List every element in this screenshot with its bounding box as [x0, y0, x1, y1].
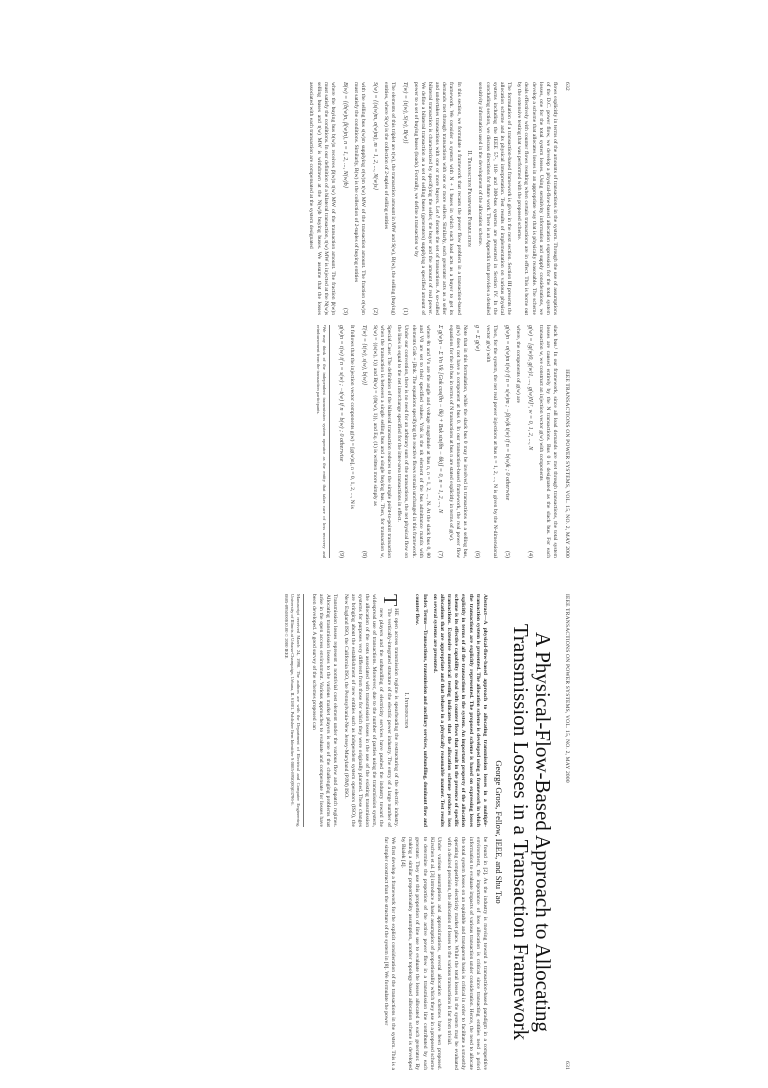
footnote: ¹We may think of the independent transmission system operator as the entity that takes care of loss recovery and reimbursement from the transaction participants.	[316, 325, 330, 558]
equation	[340, 82, 348, 315]
paragraph: Special Case: The definition of the bilateral transaction reduces to the simple point-to-point transaction when the transaction is between a single selling bus and a single buying bus. Then, for transaction w, S(w) = {(s(w), 1)} and B(w) = {(b(w), 1)}, and Eq. (1) is written more simply as	[371, 325, 393, 558]
equation-body: g(w)n = t(w) if n = s(w) ; −t(w) if n = b(w) ; 0 otherwise	[337, 325, 344, 462]
paragraph: Note that in this formulation, while the slack bus 0 may be involved in transactions as a selling bus, g(w) does not have a component at bus 0. In our transaction-based framework, the real power flow equations for the ith bus in terms of N transactions at bus n are stated explicitly in terms of g(w).	[447, 325, 469, 558]
paragraph: In this section, we formulate a framework that recasts the power flow problem in a transaction-based framework. We consider a system with N + 1 buses in which each load acts as a buyer to get its demands met through transactions with one or more sellers. Similarly, each generator acts as a seller and undertakes transactions with one or more buyers. Let ∂ denote the set of transactions. A so-called bilateral transaction is characterized by specifying the seller, the buyer and the amount of real power. We define a bilateral transaction as a set of selling buses (generators) supplying a specified amount of power to a set of buying buses (loads). Formally, we define a transaction w by	[412, 82, 462, 315]
paragraph-text: HE open access transmission regime is spearheading the restructuring of the electric industry. The vertically-integrated structure of the electric power industry. The entry of a large number of new players and the unbundling of electricity services have pushed the industry toward the widespread use of transactions. Moreover, due to the number of parties using the transmission system, the allocation of the costs associated with transmission losses in the use of the existing transmission systems for purposes very different from those for which they were originally planned. These changes are bringing about the establishment of new entities such as independent system operators (ISO), the New England ISO, the California ISO, the Pennsylvania-New Jersey-Maryland (PJM) ISO.	[342, 594, 399, 827]
paragraph: where the buying bus b(w)n receives β(w)n t(w) MW of the transaction amount. The fraction β(w)n must satisfy the conditions. In our definition of a bilateral transaction, t(w) MW is injected at the N(w)s selling buses and t(w) MW is withdrawn at the N(w)b buying buses. We assume that the losses associated with each transaction are compensated at the system designated	[308, 82, 336, 315]
journal-running-head: IEEE TRANSACTIONS ON POWER SYSTEMS, VOL. 15, NO. 2, MAY 2000	[564, 369, 570, 558]
page-number: 631	[564, 1061, 570, 1070]
paragraph: be found in [2]. As the industry is moving toward a transaction-based paradigm in a competitive environment, the importance of loss allocation is critical since transacting entities need a priori information to evaluate impacts of various transaction under consideration. Hence, the need to allocate the total system losses on an equitable and transparent basis is critical in order to facilitate a smoothly operating competitive electricity market place. While the total losses in the system may be evaluated with a desired precision, the allocation of losses to the various transactions is far from trivial.	[446, 837, 488, 1070]
page-631	[192, 576, 576, 1088]
equation-body: S(w) = {(s(w)m, σ(w)m), m = 1, 2, ..., N(w)s}	[371, 82, 378, 191]
column-1	[284, 594, 488, 827]
journal-running-head: IEEE TRANSACTIONS ON POWER SYSTEMS, VOL. 15, NO. 2, MAY 2000	[564, 594, 570, 783]
equation-body: T(w) = {t(w), s(w), b(w)}	[360, 325, 367, 386]
copyright-line: 0885-8950/00$10.00 © 2000 IEEE	[284, 594, 290, 659]
paragraph: The elements of this triplet are t(w), the transaction amount in MW and S(w), B(w), the selling (buying) entities, where S(w) is the collection of 2-tuples of selling entities	[382, 82, 396, 315]
paragraph: The formulation of a transaction-based framework is given in the next section. Section III presents the allocation scheme and its physical interpretation. Test results of implementation on various physical systems including the IEEE 57-, 118- and 300-bus systems are presented in Section IV. In the concluding section, we discuss directions for future work. There is an Appendix that provides a detailed sensitivity information used in the development of the allocation scheme.	[477, 82, 513, 315]
equation	[400, 82, 408, 315]
equation-body: g = Σ g(w)	[473, 325, 480, 352]
equation-number: (3)	[341, 308, 348, 315]
equation-body: g(w) = [g(w)0, g(w)1, ..., g(w)N]ᵀ, w = 0, 1, 2, ..., N	[526, 325, 533, 451]
equation-number: (5)	[503, 551, 510, 558]
section-heading: II. Transaction Framework Formulation	[466, 150, 473, 247]
paragraph: Then, for the system, the net real power injections at bus n = 1, 2, ..., N is given by the N-dimensional vector g(w) with	[484, 325, 499, 558]
column-2	[284, 837, 488, 1070]
equation-number: (7)	[436, 551, 443, 558]
running-head	[564, 576, 576, 1088]
equation	[525, 325, 533, 558]
equation-number: (9)	[337, 551, 344, 558]
paragraph: Transmission losses represent a nontrivial cost element under the various flow and dispatch regimes. Allocating transmission losses to the various market players is one of the challenging problems that arise in the open access environment. Various approaches to evaluate and compensate for losses have been developed. A good survey of the schemes proposed can	[310, 594, 339, 827]
equation-number: (4)	[526, 551, 533, 558]
page-632	[192, 64, 576, 576]
paragraph: with the selling bus s(w)m supplying σ(w)m t(w) MW of the transaction amount. The fraction σ(w)m must satisfy the conditions. Similarly, B(w) is the collection of 2-tuples of buying entities	[352, 82, 366, 315]
equation-number: (6)	[473, 551, 480, 558]
equation-number: (2)	[371, 308, 378, 315]
paragraph: where θn and Vn are the angle and voltage magnitude at bus n, n = 1, 2, ..., N. At the slack bus 0, θ0 and V0 are set to their specified values. Ynk is the nk element of the bus admittance matrix with elements Gnk + jBnk. The equations specifying the reactive flows remain unchanged in this framework. Under our convention, there is no need for an arbitrary sum of the transactions, the net physical flow on the lines is equal to the net interchange specified for the inter-area transactions in effect.	[396, 325, 431, 558]
manuscript-note: Manuscript received March 24, 1998. The authors are with the Department of Electrical and Computer Engineering, University of Illinois at Urbana-Champaign, Urbana, IL 61801. Publisher Item Identifier S 0885-8950(00)03796-6.	[290, 594, 301, 827]
equation-body: T(w) = {t(w), S(w), B(w)}	[401, 82, 408, 144]
drop-cap: T	[378, 594, 401, 607]
equation	[502, 325, 510, 558]
section-heading: I. Introduction	[403, 692, 410, 729]
equation-body: g(w)n = σ(w)m t(w) if n = s(w)m ; −β(w)k t(w) if n = b(w)k ; 0 otherwise	[503, 325, 510, 501]
equation	[359, 325, 367, 558]
footnote	[284, 594, 304, 827]
column-1	[307, 82, 558, 315]
paragraph	[341, 594, 401, 827]
abstract: Abstract—A physical-flow-based approach to allocating transmission losses in a multiple-transaction system is presented. The allocation scheme is developed using a framework in which the transactions are explicitly represented. The proposed scheme is based on expressing losses explicitly in terms of all the transactions in the system. An important property of the allocation scheme is its effective capability to deal with counter flows that result in the presence of specific transactions. Extensive numerical testing indicates that the allocation scheme produces loss allocations that are appropriate and that behave in a physically reasonable manner. Test results on several systems are presented.	[431, 594, 488, 827]
paragraph: where, the components of g(w) are	[514, 325, 521, 403]
equation-number: (8)	[360, 551, 367, 558]
equation-number: (1)	[401, 308, 408, 315]
equation	[472, 325, 480, 558]
paragraph: Under various assumptions and approximations, several allocation schemes have been proposed. Kirschen et al. [3] introduce a basic assumption of proportionality which they use in a proposed scheme to determine the proportion of the active power flow in a transmission line contributed by each generator. They use this proportion of line use to evaluate the losses allocated to each generator. By making a similar proportionality assumption, another topology-based allocation scheme is developed by Bialek [4].	[400, 837, 442, 1070]
paper-title: A Physical-Flow-Based Approach to Allocating Transmission Losses in a Transaction Framework	[508, 623, 555, 1041]
column-2	[307, 325, 558, 558]
authors: George Gross, Fellow, IEEE, and Shu Tao	[493, 760, 504, 904]
paragraph: flows explicitly in terms of the amounts of transactions in the system. Through the use of assumptions of the D.C. power flow, we develop a physical-flow-based allocation expression for the total system losses, one for the total system losses. Using sensitivity information and supply considerations, we develop a scheme that allocates losses in an appropriate way that is physically reasonable. The scheme deals effectively with counter flows resulting when certain transactions are in effect. This is borne out by the extensive testing that was performed with the proposed scheme.	[516, 82, 558, 315]
equation-body: B(w) = {(b(w)n, β(w)n), n = 1, 2, ..., N(w)b}	[341, 82, 348, 189]
index-terms: Index Terms—Transactions, transmission and ancillary services, unbundling, dominant flow and counter flow.	[414, 594, 428, 827]
equation	[336, 325, 344, 558]
equation-body: Σ g(w)n − Σ Vn Vk [Gnk cos(θn − θk) + Bnk sin(θn − θk)] = 0, n = 1, 2, ..., N	[436, 325, 443, 514]
equation	[370, 82, 378, 315]
paragraph: slack bus.¹ In our framework, since all load demands are met through transactions, the total system losses are caused entirely by the N transactions. Bus 0 is designated as the slack bus. For each transaction w, we construct an injection vector g(w) with components	[537, 325, 558, 558]
running-head	[564, 64, 576, 576]
page-number: 632	[564, 82, 570, 91]
equation	[435, 325, 443, 558]
paragraph: It follows that the injection vector components g(w) = [g(w)n], n = 0, 1, 2, ..., N is	[348, 325, 355, 509]
paragraph: We first develop a framework for the explicit consideration of the transactions in the system. This is a far simpler construct than the structure of the system in [8]. We formulate the power	[382, 837, 397, 1070]
